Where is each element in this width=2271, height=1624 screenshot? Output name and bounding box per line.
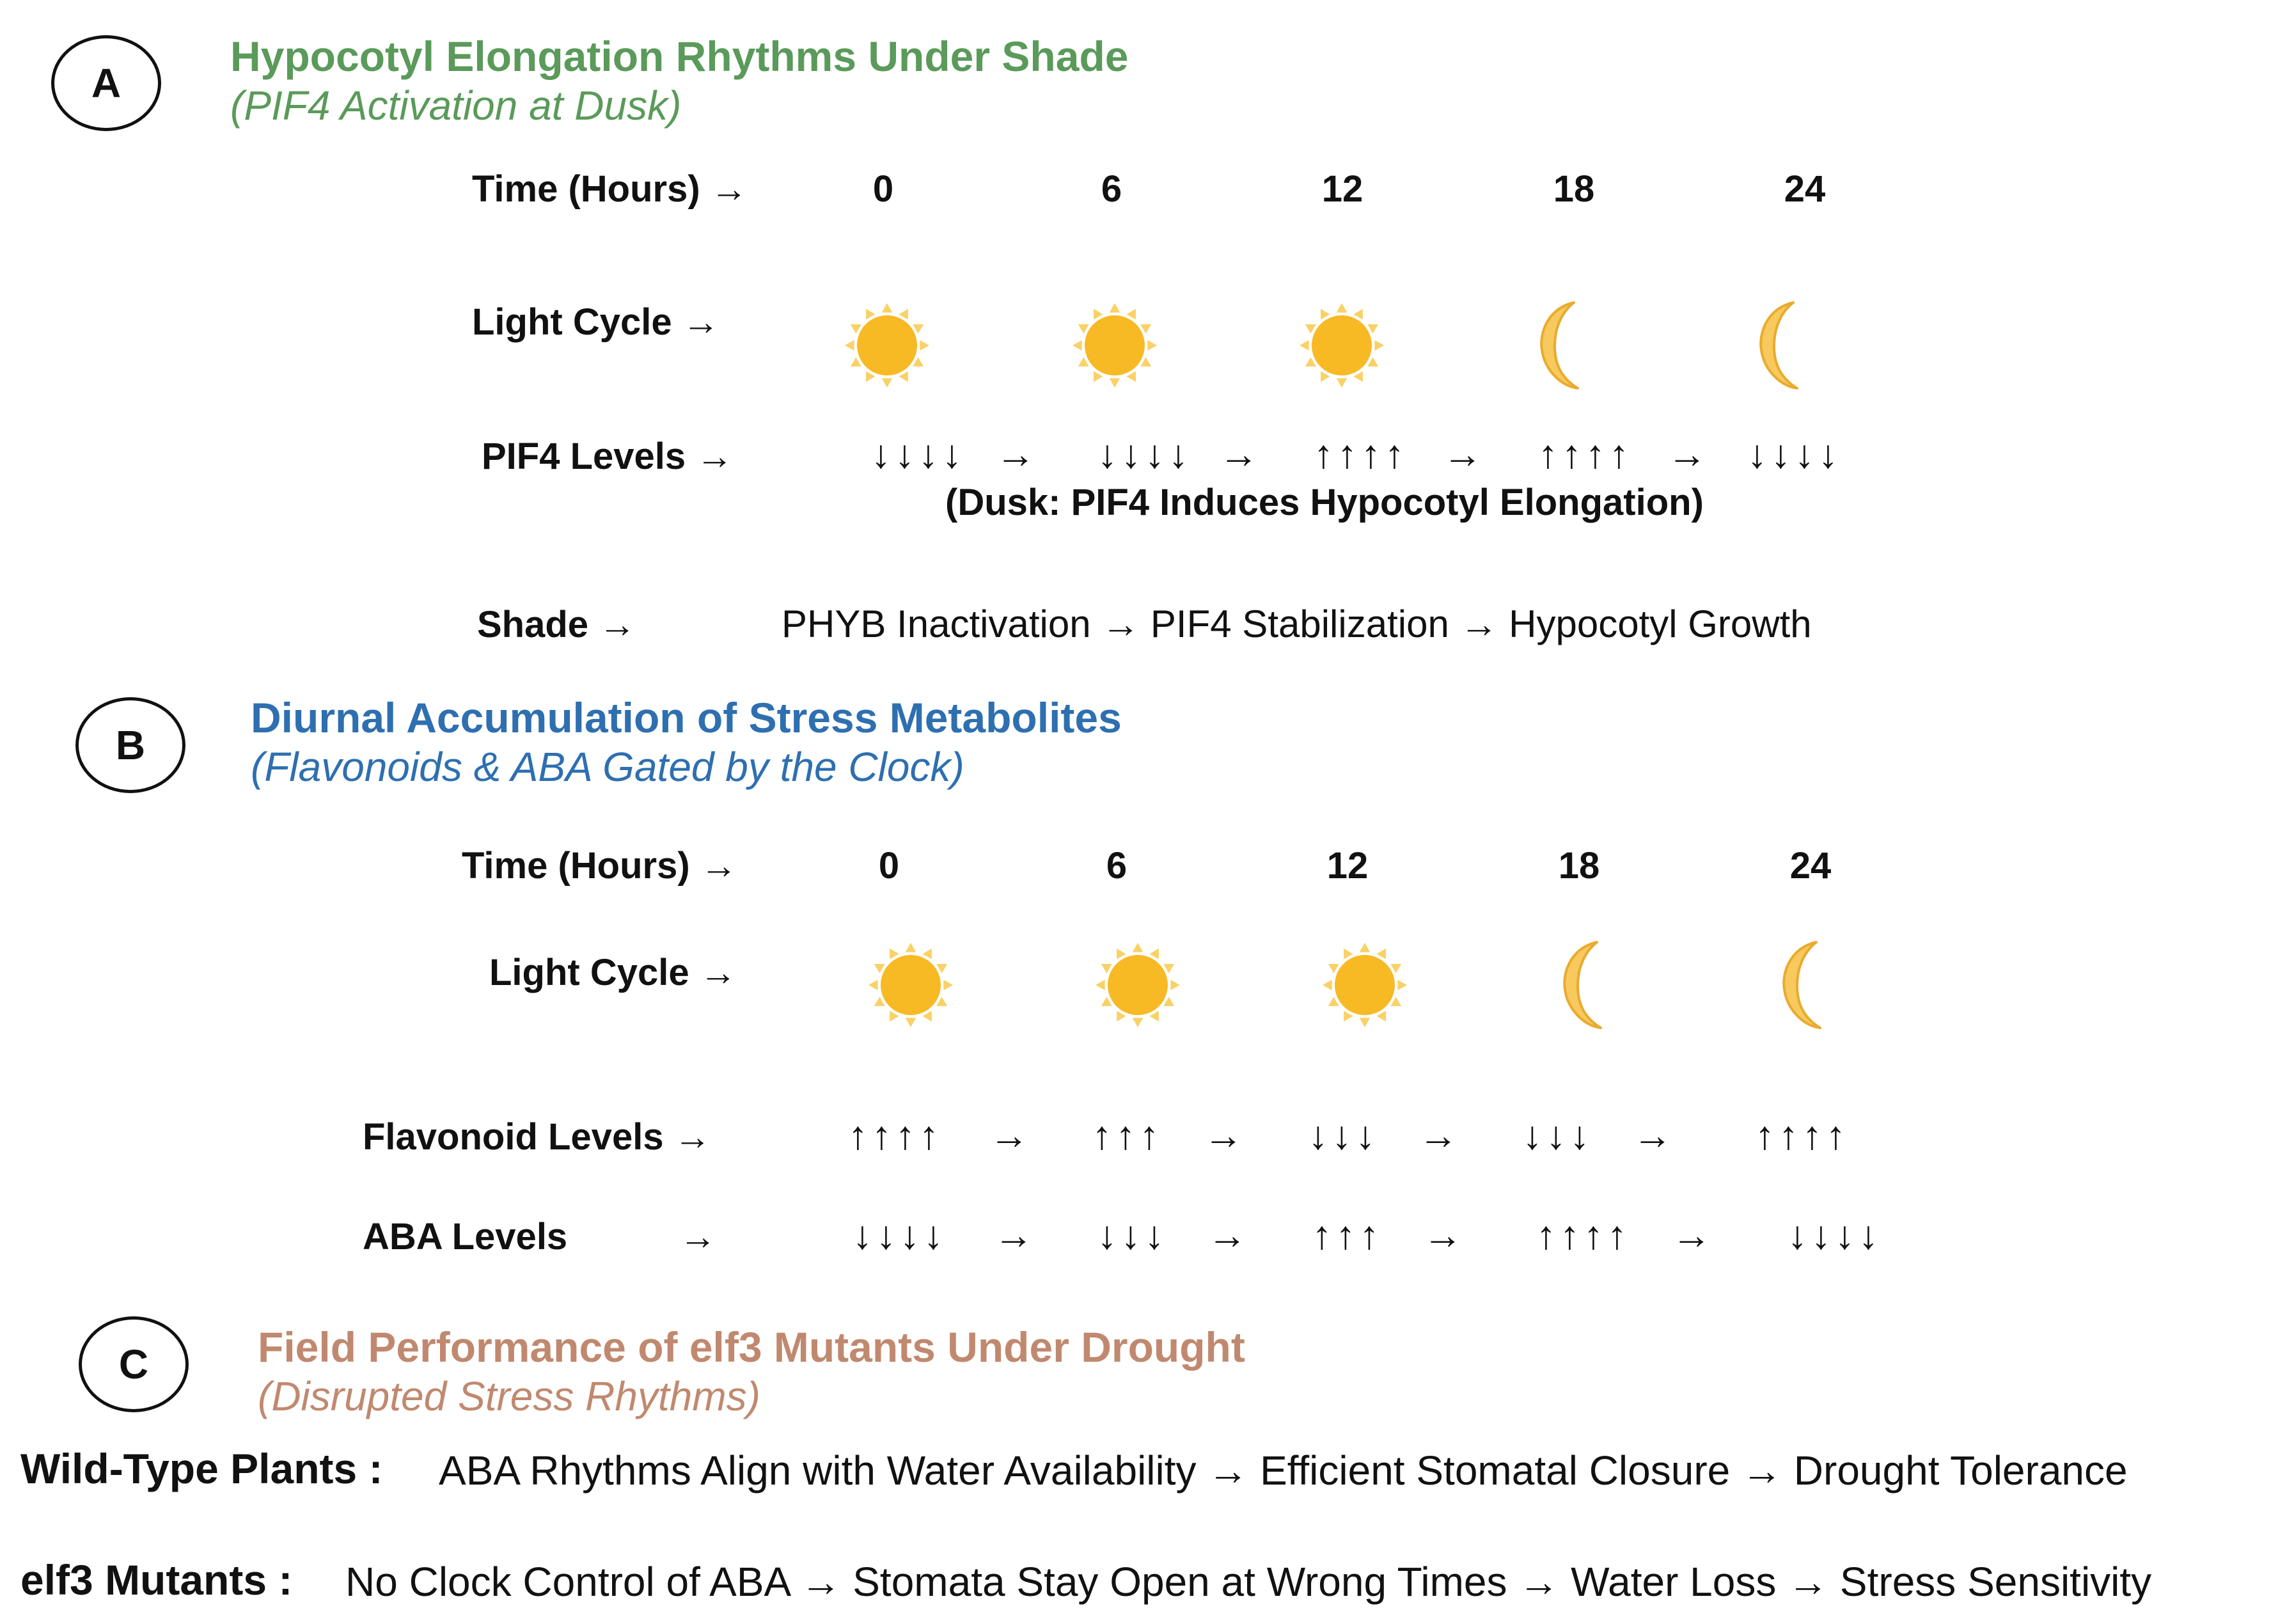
moon-icon [1770,937,1834,1033]
sun-icon [1297,301,1387,390]
panel-a-pif4-connector: → [1443,432,1486,477]
panel-a-pif4-connector: → [1667,432,1711,477]
panel-b-flavonoid-group: ↓↓↓ [1522,1114,1594,1158]
panel-b-flavonoid-group: ↑↑↑ [1092,1114,1163,1158]
panel-b-subtitle: (Flavonoids & ABA Gated by the Clock) [251,744,964,790]
panel-a-pif4-connector: → [1219,432,1262,477]
moon-icon [1528,297,1592,393]
sun-icon [842,301,932,390]
panel-b-flavonoid-connector: → [1204,1114,1247,1158]
panel-b-flavonoid-group: ↑↑↑↑ [1755,1114,1850,1158]
panel-b-aba-group: ↑↑↑↑ [1536,1213,1631,1257]
panel-b-flavonoid-group: ↓↓↓ [1308,1114,1379,1158]
panel-a-pif4-group: ↑↑↑↑ [1314,432,1408,477]
elf3-mutant-pathway: No Clock Control of ABA → Stomata Stay Open at Wrong Times → Water Loss → Stress Sensitivity [345,1559,2152,1605]
panel-b-flavonoid-connector: → [1633,1114,1676,1158]
panel-c-badge-letter: C [118,1341,149,1387]
panel-b-hour: 24 [1789,845,1832,887]
panel-b-aba-label: ABA Levels [363,1216,568,1257]
panel-b-hour: 18 [1558,845,1600,887]
panel-b-badge-letter: B [115,722,146,768]
panel-b-flavonoid-connector: → [1418,1114,1462,1158]
panel-a-shade-label: Shade → [477,604,636,645]
panel-b-flavonoid-label: Flavonoid Levels → [363,1116,711,1158]
panel-b-aba-connector: → [1423,1213,1466,1257]
panel-b-flavonoid-connector: → [989,1114,1033,1158]
sun-icon [1070,301,1159,390]
panel-b-aba-group: ↓↓↓↓ [1788,1213,1882,1257]
panel-c-badge [79,1316,189,1412]
panel-b-aba-label-arrow: → [679,1216,716,1257]
panel-a-badge-letter: A [91,60,122,106]
panel-a-time-label: Time (Hours) → [472,168,748,210]
panel-a-light-label: Light Cycle → [472,301,719,343]
panel-a-hour: 6 [1101,168,1122,210]
sun-icon [1093,940,1183,1030]
panel-a-shade-pathway: PHYB Inactivation → PIF4 Stabilization → Hypocotyl Growth [782,603,1812,645]
panel-b-aba-connector: → [1207,1213,1251,1257]
elf3-mutant-label: elf3 Mutants : [20,1556,293,1604]
wild-type-label: Wild-Type Plants : [20,1445,383,1492]
panel-a-badge [51,35,161,131]
panel-b-aba-connector: → [1672,1213,1715,1257]
panel-b-hour: 12 [1326,845,1369,887]
sun-icon [1320,940,1410,1030]
moon-icon [1747,297,1811,393]
panel-a-pif4-group: ↑↑↑↑ [1538,432,1633,477]
panel-a-hour: 18 [1553,168,1595,210]
panel-a-pif4-connector: → [996,432,1039,477]
panel-a-hour: 24 [1784,168,1826,210]
moon-icon [1551,937,1615,1033]
panel-a-dusk-note: (Dusk: PIF4 Induces Hypocotyl Elongation) [945,482,1704,523]
panel-b-aba-connector: → [994,1213,1037,1257]
panel-a-hour: 0 [872,168,894,210]
panel-a-pif4-group: ↓↓↓↓ [1097,432,1192,477]
panel-b-time-label: Time (Hours) → [462,845,737,887]
panel-b-aba-group: ↓↓↓↓ [853,1213,947,1257]
panel-c-title: Field Performance of elf3 Mutants Under Drought [258,1323,1245,1371]
panel-b-hour: 6 [1106,845,1128,887]
panel-a-hour: 12 [1321,168,1363,210]
sun-icon [866,940,955,1030]
panel-b-title: Diurnal Accumulation of Stress Metabolites [251,694,1122,741]
panel-b-light-label: Light Cycle → [489,952,737,993]
panel-b-badge [75,697,185,793]
panel-a-pif4-label: PIF4 Levels → [482,436,734,477]
panel-a-pif4-group: ↓↓↓↓ [871,432,966,477]
panel-a-subtitle: (PIF4 Activation at Dusk) [230,83,682,129]
panel-b-flavonoid-group: ↑↑↑↑ [848,1114,943,1158]
panel-a-pif4-group: ↓↓↓↓ [1747,432,1842,477]
panel-a-title: Hypocotyl Elongation Rhythms Under Shade [230,33,1129,80]
panel-c-subtitle: (Disrupted Stress Rhythms) [258,1373,760,1419]
panel-b-aba-group: ↓↓↓ [1097,1213,1168,1257]
panel-b-hour: 0 [878,845,900,887]
panel-b-aba-group: ↑↑↑ [1312,1213,1383,1257]
wild-type-pathway: ABA Rhythms Align with Water Availability → Efficient Stomatal Closure → Drought Tolerance [439,1447,2128,1494]
